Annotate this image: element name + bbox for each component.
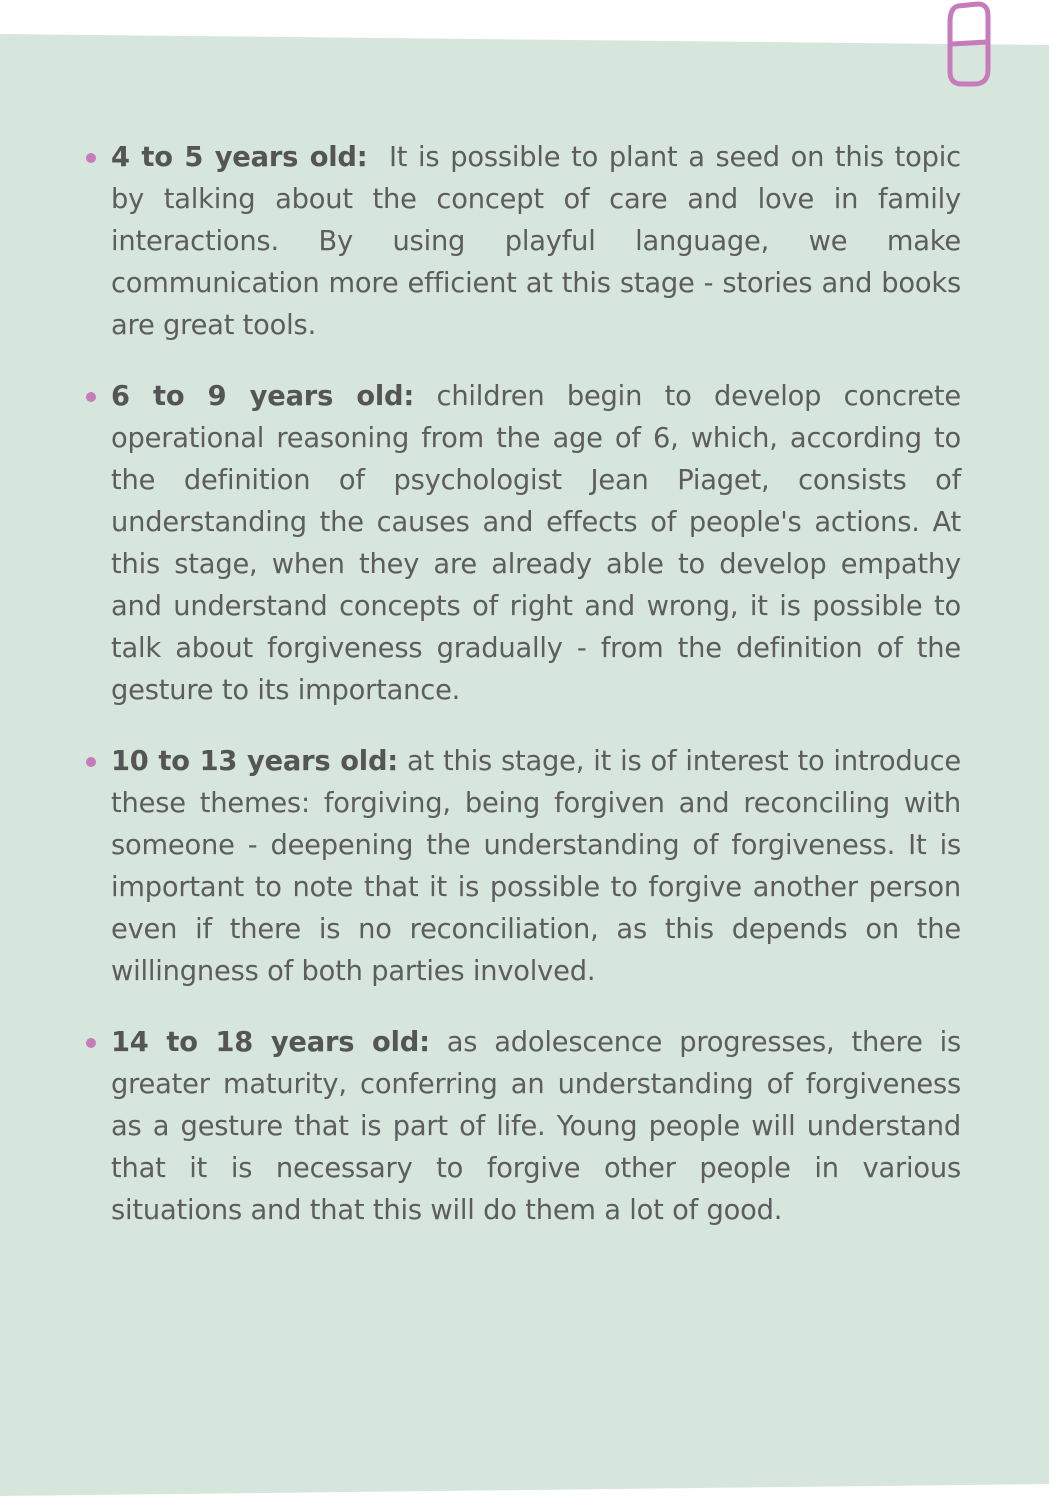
age-heading: 4 to 5 years old: (111, 142, 368, 173)
bullet-icon (86, 757, 96, 767)
age-heading: 6 to 9 years old: (111, 381, 415, 412)
age-guidance-list (86, 137, 961, 1261)
age-heading: 14 to 18 years old: (111, 1027, 430, 1058)
paper-clip-icon (944, 0, 994, 92)
age-description: as adolescence progresses, there is greater maturity, conferring an understanding of forgiveness as a gesture that is part of life. Young people will understand that it is necessary to forgive other people in various situations and that this will do them a lot of good. (111, 1027, 961, 1226)
age-description: at this stage, it is of interest to introduce these themes: forgiving, being forgiven and reconciling with someone - deepening the understanding of forgiveness. It is important to note that it is possible to forgive another person even if there is no reconciliation, as this depends on the willingness of both parties involved. (111, 746, 961, 987)
age-description: It is possible to plant a seed on this topic by talking about the concept of care and love in family interactions. By using playful language, we make communication more efficient at this stage - stories and books are great tools. (111, 142, 961, 341)
list-item-10-to-13 (86, 741, 961, 993)
list-item-6-to-9 (86, 376, 961, 712)
bullet-icon (86, 392, 96, 402)
bullet-icon (86, 153, 96, 163)
bullet-icon (86, 1038, 96, 1048)
list-item-14-to-18 (86, 1022, 961, 1232)
list-item-4-to-5 (86, 137, 961, 347)
age-description: children begin to develop concrete operational reasoning from the age of 6, which, according to the definition of psychologist Jean Piaget, consists of understanding the causes and effects of people's actions. At this stage, when they are already able to develop empathy and understand concepts of right and wrong, it is possible to talk about forgiveness gradually - from the definition of the gesture to its importance. (111, 381, 961, 706)
age-heading: 10 to 13 years old: (111, 746, 398, 777)
